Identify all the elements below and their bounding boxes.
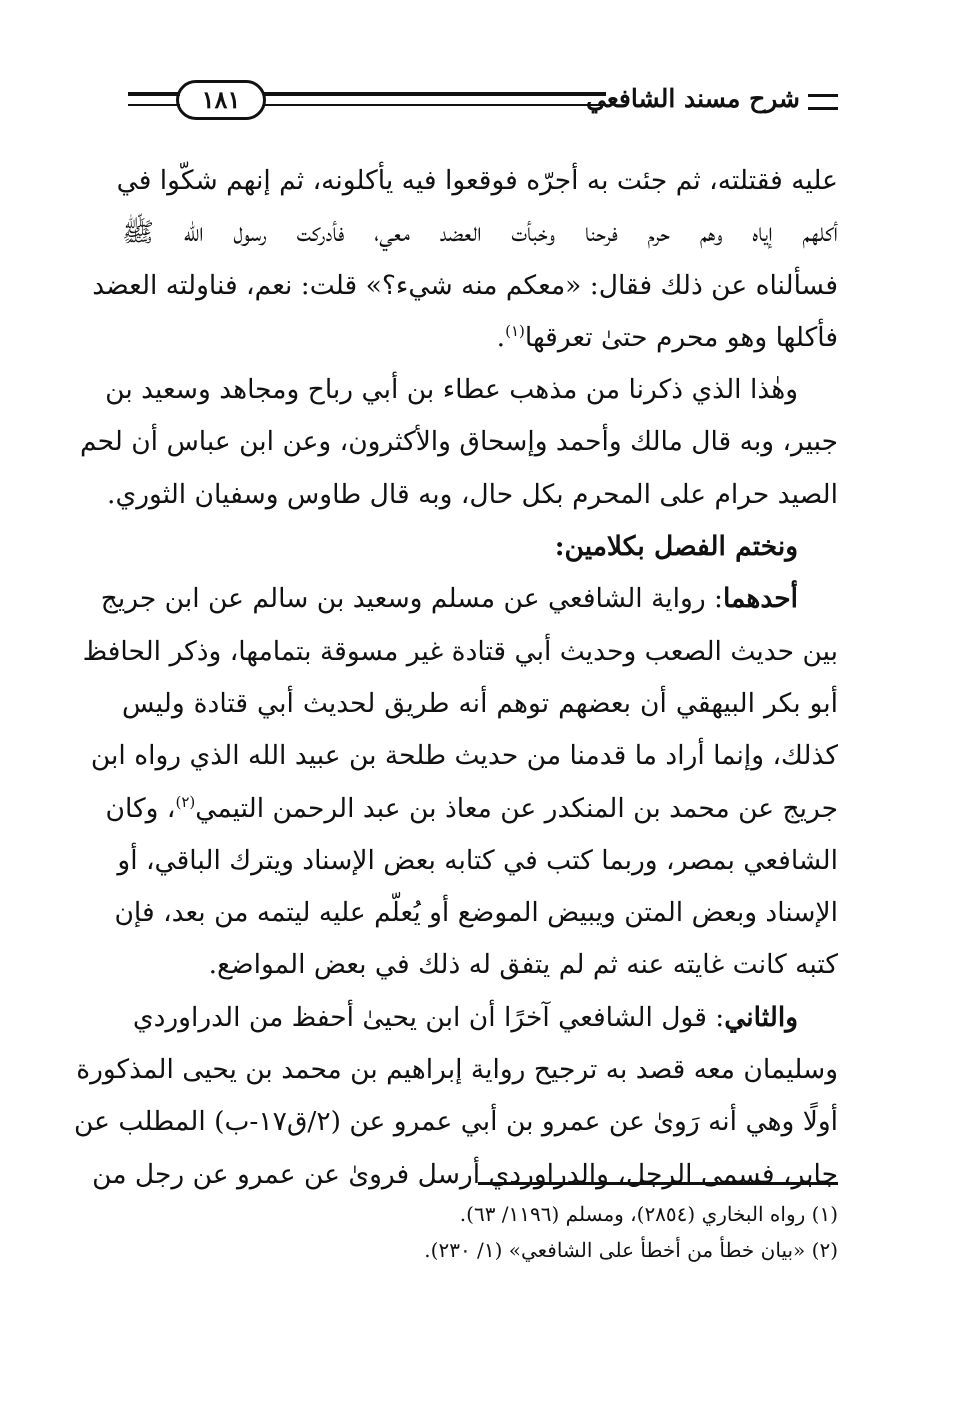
text-line: كذلك، وإنما أراد ما قدمنا من حديث طلحة بن عبيد الله الذي رواه ابن: [90, 740, 838, 772]
text-line: الشافعي بمصر، وربما كتب في كتابه بعض الإسناد ويترك الباقي، أو: [117, 844, 838, 876]
body-text: [73, 155, 838, 1201]
header-ornament-right: [808, 94, 838, 110]
text-line: أكلهم إياه وهم حرم فرحنا وخبأت العضد معي، فأدركت رسول الله ﷺ: [122, 217, 838, 249]
footnotes: [300, 1196, 838, 1268]
text-line: أولًا وهي أنه رَوىٰ عن عمرو بن أبي عمرو عن (٢/ق١٧-ب) المطلب عن: [73, 1106, 838, 1138]
header-rule: [258, 92, 606, 106]
text-line: [122, 312, 838, 364]
text-line: وسليمان معه قصد به ترجيح رواية إبراهيم بن محمد بن يحيى المذكورة: [76, 1054, 838, 1086]
text-line: [105, 783, 838, 835]
text-fragment: : قول الشافعي آخرًا أن ابن يحيىٰ أحفظ من الدراوردي: [132, 1001, 725, 1033]
text-line: وهٰذا الذي ذكرنا من مذهب عطاء بن أبي رباح ومجاهد وسعيد بن: [105, 374, 798, 406]
text-fragment: : رواية الشافعي عن مسلم وسعيد بن سالم عن ابن جريج: [100, 583, 723, 615]
text-line: فسألناه عن ذلك فقال: «معكم منه شيء؟» قلت: نعم، فناولته العضد: [92, 269, 838, 301]
text-line: الإسناد وبعض المتن ويبيض الموضع أو يُعلّم عليه ليتمه من بعد، فإن: [114, 897, 838, 929]
label-first: أحدهما: [722, 583, 798, 615]
text-fragment: .: [496, 321, 506, 353]
footnote-separator: [478, 1182, 838, 1185]
header-rule-left: [128, 92, 180, 106]
text-line: بين حديث الصعب وحديث أبي قتادة غير مسوقة بتمامها، وذكر الحافظ: [82, 635, 838, 667]
text-line: [122, 992, 838, 1044]
footnote-ref-2: (٢): [175, 792, 196, 811]
footnote-2: (٢) «بيان خطأ من أخطأ على الشافعي» (١/ ٢٣٠).: [424, 1238, 838, 1262]
text-fragment: فأكلها وهو محرم حتىٰ تعرقها: [524, 321, 838, 353]
book-title: شرح مسند الشافعي: [586, 84, 800, 113]
footnote-1: (١) رواه البخاري (٢٨٥٤)، ومسلم (١١٩٦/ ٦٣).: [459, 1202, 838, 1226]
text-line: [100, 573, 838, 625]
text-fragment: جريج عن محمد بن المنكدر عن معاذ بن عبد الرحمن التيمي: [195, 792, 838, 824]
text-line: كتبه كانت غايته عنه ثم لم يتفق له ذلك في بعض المواضع.: [208, 949, 838, 981]
text-line: أبو بكر البيهقي أن بعضهم توهم أنه طريق لحديث أبي قتادة وليس: [122, 687, 838, 719]
page-number: ١٨١: [176, 80, 266, 120]
text-line: جابر، فسمى الرجل، والدراوردي أرسل فروىٰ عن عمرو عن رجل من: [92, 1158, 838, 1190]
text-line: الصيد حرام على المحرم بكل حال، وبه قال طاوس وسفيان الثوري.: [107, 478, 838, 510]
footnote-ref-1: (١): [505, 322, 525, 341]
text-line: جبير، وبه قال مالك وأحمد وإسحاق والأكثرون، وعن ابن عباس أن لحم: [79, 426, 838, 458]
section-heading: ونختم الفصل بكلامين:: [554, 531, 798, 563]
label-second: والثاني: [724, 1001, 798, 1033]
running-header: [128, 78, 838, 122]
text-fragment: ، وكان: [105, 792, 176, 824]
text-line: عليه فقتلته، ثم جئت به أجرّه فوقعوا فيه يأكلونه، ثم إنهم شكّوا في: [116, 165, 838, 196]
